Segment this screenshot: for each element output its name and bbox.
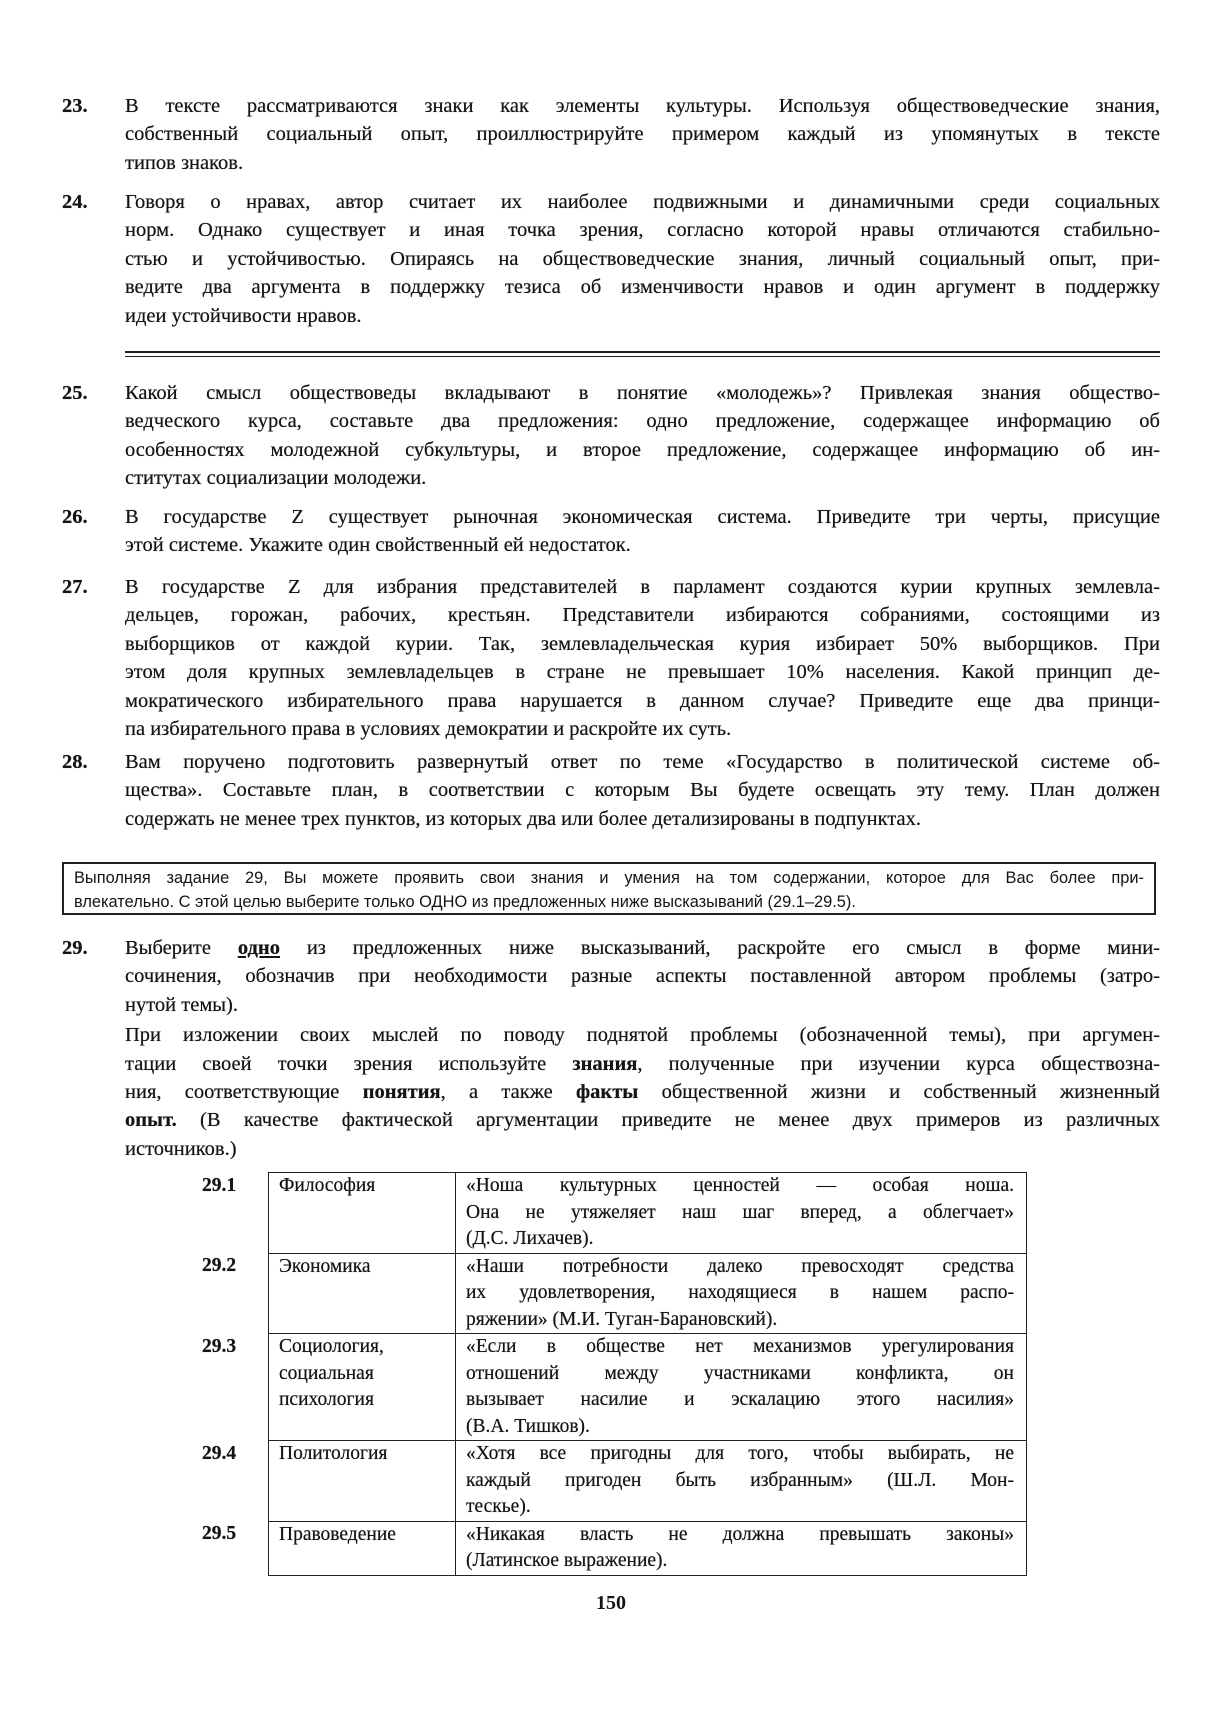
emphasis: факты (575, 1080, 639, 1103)
text-line: (Латинское выражение). (466, 1550, 668, 1571)
quote-row (202, 1173, 1027, 1254)
text-line: стью и устойчивостью. Опираясь на обществоведческие знания, личный социальный опыт, при- (125, 247, 1160, 270)
quotes-table (202, 1172, 1027, 1576)
text-line: их удовлетворения, находящиеся в нашем распо- (466, 1282, 1014, 1303)
text-line: дельцев, горожан, рабочих, крестьян. Представители избираются собраниями, состоящими из (125, 604, 1160, 627)
text-segment: , полученные при изучении курса обществозна- (637, 1052, 1160, 1075)
task-number: 26. (62, 506, 88, 528)
text-line: ведите два аргумента в поддержку тезиса об изменчивости нравов и один аргумент в поддержку (125, 276, 1160, 299)
task-item (62, 748, 1160, 833)
page-number: 150 (596, 1592, 626, 1614)
text-line: ряжении» (М.И. Туган-Барановский). (466, 1308, 778, 1330)
text-line: Вам поручено подготовить развернутый ответ по теме «Государство в политической системе об- (125, 751, 1160, 773)
text-line (125, 1050, 1160, 1078)
text-line: Философия (279, 1175, 376, 1196)
section-divider (125, 351, 1160, 353)
text-line: ведческого курса, составьте два предложения: одно предложение, содержащее информацию об (125, 410, 1160, 433)
text-segment: из предложенных ниже высказываний, раскройте его смысл в форме мини- (279, 937, 1161, 959)
text-segment: ния, соответствующие (125, 1080, 363, 1103)
task-text (125, 934, 1160, 1019)
text-line: В государстве Z для избрания представителей в парламент создаются курии крупных землевла- (125, 576, 1160, 598)
text-line: социальная (279, 1362, 374, 1384)
quote-number: 29.4 (202, 1442, 237, 1464)
quote-topic (269, 1334, 456, 1441)
emphasis: понятия (362, 1080, 441, 1103)
text-line: отношений между участниками конфликта, он (466, 1362, 1014, 1384)
quote-row (202, 1441, 1027, 1522)
text-line: влекательно. С этой целью выберите только ОДНО из предложенных ниже высказываний (29.1–29.5). (74, 893, 856, 911)
quote-text (456, 1441, 1027, 1522)
text-line: Говоря о нравах, автор считает их наиболее подвижными и динамичными среди социальных (125, 191, 1160, 213)
task-text (125, 92, 1160, 177)
text-line: щества». Составьте план, в соответствии с которым Вы будете освещать эту тему. План должен (125, 779, 1160, 802)
task-number: 29. (62, 937, 88, 959)
text-line: Правоведение (279, 1523, 396, 1545)
task-item (62, 92, 1160, 177)
text-line: идеи устойчивости нравов. (125, 304, 362, 327)
task-number: 23. (62, 95, 88, 117)
text-line: собственный социальный опыт, проиллюстрируйте примером каждый из упомянутых в тексте (125, 123, 1160, 146)
text-line (125, 1078, 1160, 1106)
quote-text (456, 1253, 1027, 1334)
task-text (125, 503, 1160, 560)
text-line: Социология, (279, 1336, 384, 1357)
text-line: ститутах социализации молодежи. (125, 467, 427, 490)
text-line (125, 934, 1160, 962)
quote-number: 29.1 (202, 1174, 237, 1196)
text-line: В государстве Z существует рыночная экономическая система. Приведите три черты, присущие (125, 506, 1160, 528)
task-number: 27. (62, 576, 88, 598)
text-line: В тексте рассматриваются знаки как элементы культуры. Используя обществоведческие знания, (125, 95, 1160, 117)
emphasis: одно (237, 937, 280, 959)
emphasis: знания (572, 1052, 638, 1075)
text-line: «Ноша культурных ценностей — особая ноша. (466, 1175, 1014, 1196)
text-line: «Наши потребности далеко превосходят средства (466, 1255, 1014, 1277)
text-line: нутой темы). (125, 993, 239, 1016)
task-text (125, 748, 1160, 833)
quote-text (456, 1334, 1027, 1441)
text-line: Экономика (279, 1255, 371, 1277)
task-number: 28. (62, 751, 88, 773)
text-line: Политология (279, 1443, 388, 1464)
text-line: сочинения, обозначив при необходимости разные аспекты поставленной автором проблемы (затро- (125, 965, 1160, 988)
task-item (62, 573, 1160, 743)
task-text (125, 1021, 1160, 1163)
text-line: Она не утяжеляет наш шаг вперед, а облегчает» (466, 1201, 1014, 1223)
text-line: этой системе. Укажите один свойственный ей недостаток. (125, 534, 631, 557)
text-segment: общественной жизни и собственный жизненный (638, 1080, 1161, 1103)
text-line: этом доля крупных землевладельцев в стране не превышает 10% населения. Какой принцип де- (125, 661, 1160, 684)
quote-topic (269, 1441, 456, 1522)
text-line: психология (279, 1389, 374, 1410)
task-item (62, 503, 1160, 560)
text-line: «Никакая власть не должна превышать законы» (466, 1523, 1014, 1545)
text-line: источников.) (125, 1137, 237, 1160)
quote-topic (269, 1173, 456, 1254)
notice-box (62, 862, 1156, 915)
text-line: содержать не менее трех пунктов, из которых два или более детализированы в подпунктах. (125, 807, 922, 830)
task-item (62, 934, 1160, 1163)
task-number: 25. (62, 382, 88, 404)
text-line: норм. Однако существует и иная точка зрения, согласно которой нравы отличаются стабильно- (125, 219, 1160, 242)
text-line: Выполняя задание 29, Вы можете проявить свои знания и умения на том содержании, которое для Вас более при- (74, 869, 1144, 887)
text-line: При изложении своих мыслей по поводу поднятой проблемы (обозначенной темы), при аргумен- (125, 1024, 1160, 1047)
text-line: особенностях молодежной субкультуры, и второе предложение, содержащее информацию об ин- (125, 438, 1160, 461)
quote-text (456, 1521, 1027, 1575)
text-line: вызывает насилие и эскалацию этого насилия» (466, 1389, 1014, 1410)
text-line: выборщиков от каждой курии. Так, землевладельческая курия избирает 50% выборщиков. При (125, 632, 1160, 655)
task-number: 24. (62, 191, 88, 213)
task-item (62, 379, 1160, 493)
text-line: (В.А. Тишков). (466, 1415, 590, 1437)
quote-text (456, 1173, 1027, 1254)
text-segment: , а также (440, 1080, 576, 1103)
quote-row (202, 1334, 1027, 1441)
text-line: «Хотя все пригодны для того, чтобы выбирать, не (466, 1443, 1014, 1464)
task-text (125, 573, 1160, 743)
text-line: каждый пригоден быть избранным» (Ш.Л. Мон- (466, 1469, 1014, 1491)
text-line (125, 1106, 1160, 1134)
quote-topic (269, 1521, 456, 1575)
quote-number: 29.5 (202, 1523, 237, 1544)
section-divider (125, 356, 1160, 357)
text-line: тескье). (466, 1496, 531, 1517)
text-line: «Если в обществе нет механизмов урегулирования (466, 1336, 1014, 1357)
quote-number: 29.2 (202, 1255, 237, 1276)
quote-number: 29.3 (202, 1335, 237, 1357)
text-line: (Д.С. Лихачев). (466, 1228, 594, 1249)
text-line: па избирательного права в условиях демократии и раскройте их суть. (125, 717, 732, 740)
text-line: типов знаков. (125, 151, 244, 174)
text-line: Какой смысл обществоведы вкладывают в понятие «молодежь»? Привлекая знания общество- (125, 382, 1160, 404)
quote-topic (269, 1253, 456, 1334)
quote-row (202, 1521, 1027, 1575)
emphasis: опыт. (125, 1109, 177, 1132)
text-segment: тации своей точки зрения используйте (125, 1052, 573, 1075)
text-segment: (В качестве фактической аргументации приведите не менее двух примеров из различных (176, 1109, 1160, 1132)
task-text (125, 379, 1160, 493)
quote-row (202, 1253, 1027, 1334)
text-segment: Выберите (125, 937, 238, 959)
text-line: мократического избирательного права нарушается в данном случае? Приведите еще два принци- (125, 689, 1160, 712)
task-item (62, 188, 1160, 330)
task-text (125, 188, 1160, 330)
